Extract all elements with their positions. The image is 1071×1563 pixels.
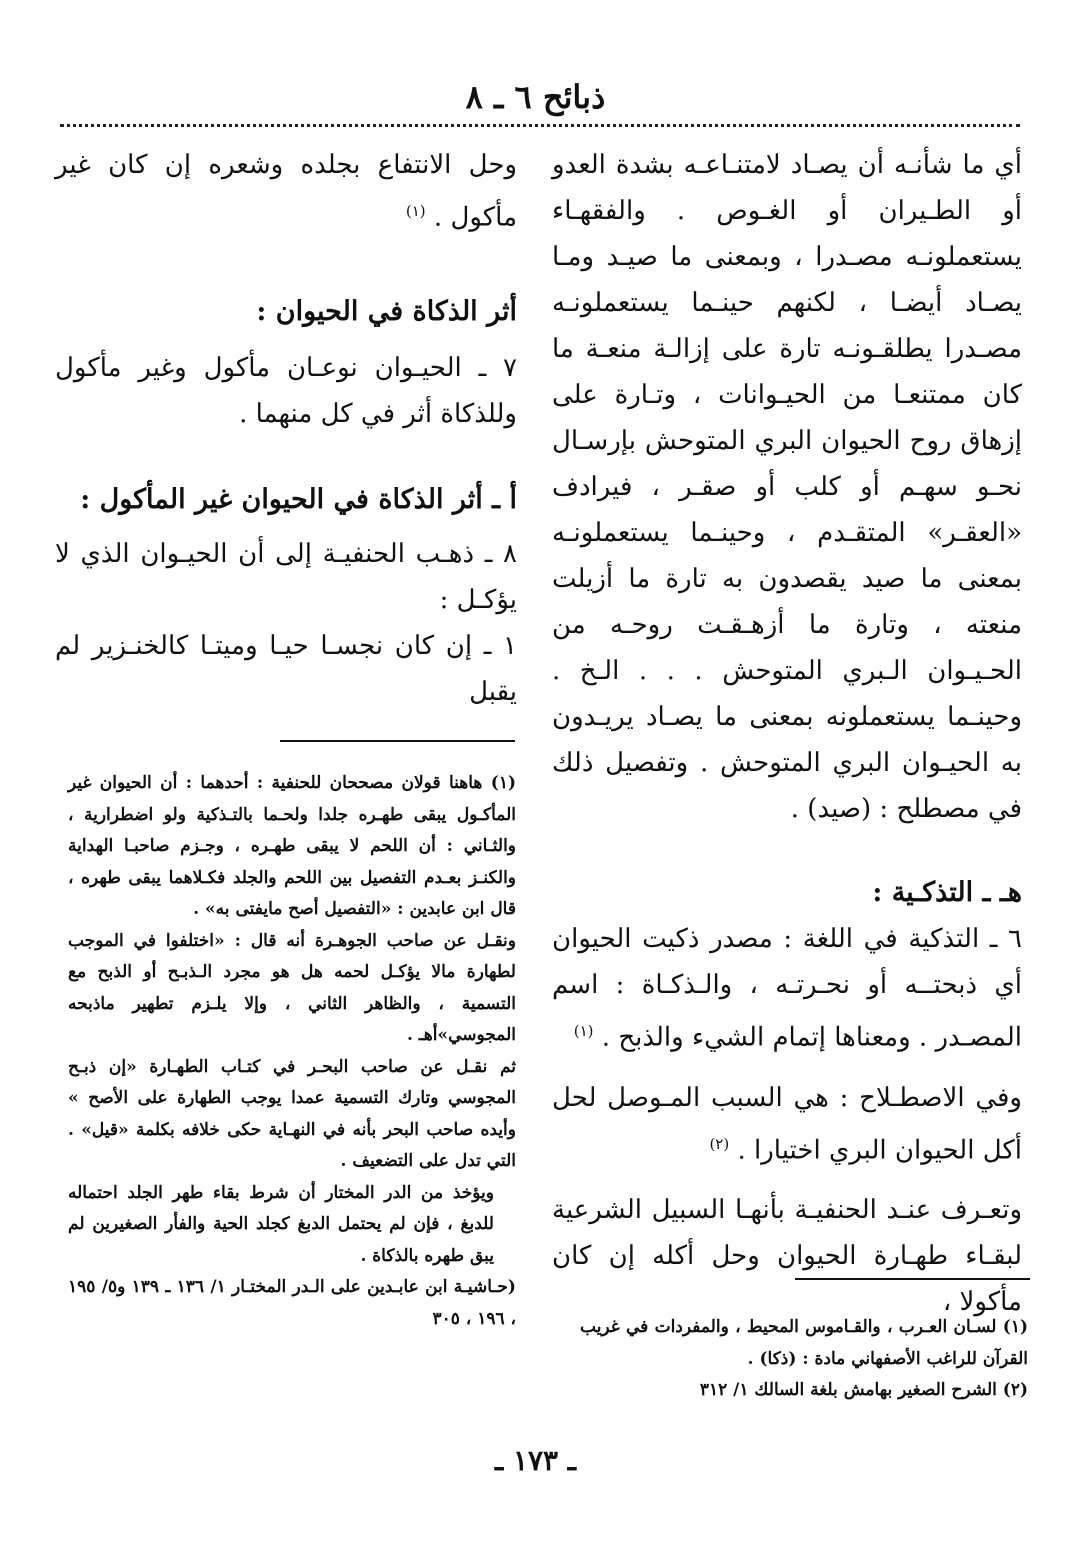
footnote-left-5: (حـاشيـة ابن عابـدين على الـدر المختـار ١/ ١٣٦ ـ ١٣٩ و٥/ ١٩٥ ، ١٩٦ ، ٣٠٥	[68, 1277, 516, 1329]
page-header: ذبائح ٦ ـ ٨	[465, 78, 606, 116]
footnote-left-1: (١) هاهنا قولان مصححان للحنفية : أحدهما : أن الحيوان غير المأكـول يبقى طهـره جلدا ولحـما بالتـذكية ولو اضطرارية ، والثـاني : أن اللحم لا يبقى طهـره ، وجـزم صاحبـا الهداية والكنـز بعـدم التفصيل بين اللحم والجلد فكـلاهما يبقى طهره ، قال ابن عابدين : «التفصيل أصح مايفتى به» .	[68, 773, 516, 919]
paragraph-7: ٧ ـ الحيـوان نوعـان مأكول وغير مأكول وللذكاة أثر في كل منهما .	[55, 352, 517, 429]
left-column	[55, 142, 517, 715]
right-column	[552, 142, 1022, 1325]
footnote-left-2: ونقـل عن صاحب الجوهـرة أنه قال : «اختلفوا في الموجب لطهارة مالا يؤكـل لحمه هل هو مجرد الـذبـح أو الذبح مع التسمية ، والظاهر الثاني ، وإلا يلـزم تطهير ماذبحه المجوسي»أهـ .	[68, 930, 516, 1045]
footnote-right-2: (٢) الشرح الصغير بهامش بلغة السالك ١/ ٣١٢	[699, 1380, 1028, 1400]
footnote-ref-2: (٢)	[709, 1134, 730, 1153]
footnote-rule-left	[280, 740, 515, 742]
paragraph-8: ٨ ـ ذهـب الحنفيـة إلى أن الحيـوان الذي لا يؤكـل :	[55, 538, 517, 615]
heading-a: أ ـ أثر الذكاة في الحيوان غير المأكول :	[80, 483, 517, 515]
paragraph-6	[552, 916, 1022, 1061]
footnote-right-1: (١) لسـان العـرب ، والقـاموس المحيط ، والمفردات في غريب القرآن للراغب الأصفهاني مادة : (ذكا) .	[580, 1317, 1028, 1369]
footnote-ref-left-1: (١)	[405, 202, 426, 220]
footnote-ref-1: (١)	[573, 1022, 594, 1040]
header-dotted-divider	[60, 124, 1020, 127]
paragraph-continuation	[55, 142, 517, 241]
footnotes-left	[68, 768, 516, 1335]
paragraph-continuation-text: وحل الانتفاع بجلده وشعره إن كان غير مأكول .	[55, 150, 517, 233]
paragraph-istilah	[552, 1075, 1022, 1174]
footnote-rule-right	[795, 1278, 1030, 1280]
heading-tadhkiya: هـ ـ التذكـية :	[872, 877, 1022, 908]
footnote-left-4: ويؤخذ من الدر المختار أن شرط بقاء طهر الجلد احتماله للدبغ ، فإن لم يحتمل الدبغ كجلد الحية والفأر الصغيرين لم يبق طهره بالذكاة .	[68, 1182, 494, 1266]
paragraph-sayd-definition: أي ما شأنـه أن يصـاد لامتنـاعـه بشدة العدو أو الطـيران أو الغـوص . والفقهـاء يستعملونـه مصـدرا ، وبمعنى ما صيـد ومـا يصـاد أيضـا ، لكنهم حينـما يستعملونـه مصـدرا يطلقـونـه تارة على إزالـة منعـة ما كان ممتنعـا من الحيـوانات ، وتـارة على إزهاق روح الحيوان البري المتوحش بإرسـال نحـو سهـم أو كلب أو صقـر ، فيرادف «العقـر» المتقـدم ، وحينـما يستعملونـه بمعنى ما صيد يقصدون به تارة ما أزيلت منعته ، وتارة ما أزهـقـت روحـه من الحـيـوان الـبري المتوحش . . . الـخ . وحينـما يستعملونه بمعنى ما يصـاد يريـدون به الحيـوان البري المتوحش . وتفصيل ذلك في مصطلح : (صيد) .	[552, 150, 1022, 824]
paragraph-hanafi: وتعـرف عنـد الحنفيـة بأنهـا السبيل الشرعية لبقـاء طهـارة الحيوان وحل أكله إن كان مأكولا ،	[552, 1195, 1022, 1318]
footnotes-right	[580, 1312, 1028, 1407]
paragraph-8-1: ١ ـ إن كان نجسـا حيـا وميتـا كالخنـزير لم يقبل	[55, 630, 517, 707]
page-number: ـ ١٧٣ ـ	[494, 1444, 577, 1477]
footnote-left-3: ثم نقـل عن صاحب البحـر في كتـاب الطهـارة «إن ذبـح المجوسي وتارك التسمية عمدا يوجب الطهارة على الأصح » وأيده صاحب البحر بأنه في النهـاية حكى خلافه بكلمة «قيل» . التي تدل على التضعيف .	[68, 1056, 516, 1171]
paragraph-6-text: ٦ ـ التذكية في اللغة : مصدر ذكيت الحيوان أي ذبحتــه أو نحـرتـه ، والـذكـاة : اسم المصـدر . ومعناها إتمام الشيء والذبح .	[552, 924, 1022, 1053]
heading-athar: أثر الذكاة في الحيوان :	[256, 295, 517, 327]
paragraph-istilah-text: وفي الاصطـلاح : هي السبب المـوصل لحل أكل الحيوان البري اختيارا .	[552, 1082, 1022, 1166]
